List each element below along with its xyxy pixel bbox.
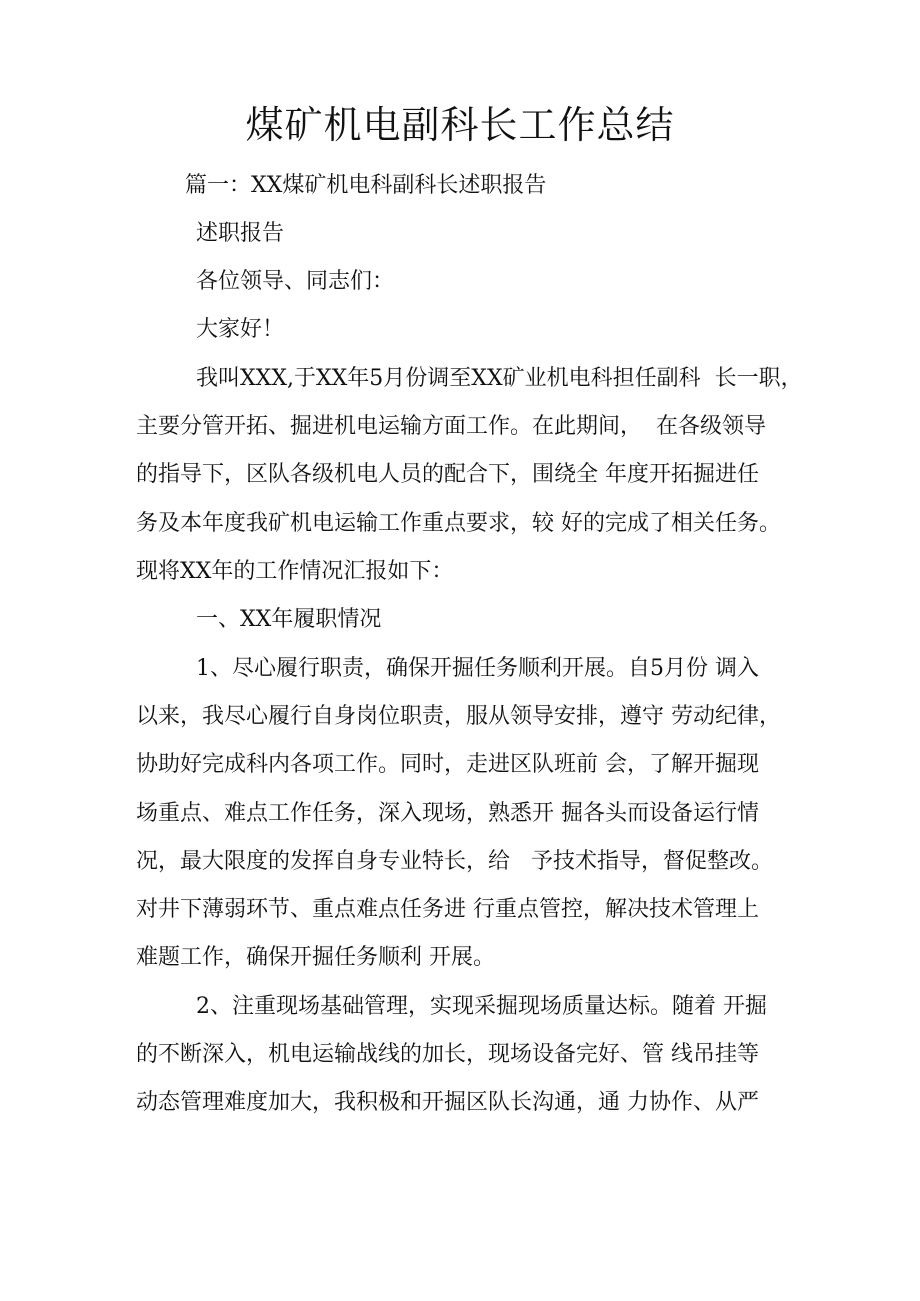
section-heading: 述职报告	[196, 221, 285, 246]
document-title: 煤矿机电副科长工作总结	[245, 103, 675, 147]
item-two-line: 动态管理难度加大，我积极和开掘区队长沟通，通 力协作、从严	[136, 1090, 759, 1115]
subtitle: 篇一：XX煤矿机电科副科长述职报告	[185, 173, 547, 198]
intro-line: 我叫XXX,于XX年5月份调至XX矿业机电科担任副科 长一职，	[196, 366, 803, 391]
item-one-line: 协助好完成科内各项工作。同时，走进区队班前 会，了解开掘现	[136, 752, 759, 777]
item-one-line: 对井下薄弱环节、重点难点任务进 行重点管控，解决技术管理上	[136, 897, 759, 922]
item-one-line: 1、尽心履行职责，确保开掘任务顺利开展。自5月份 调入	[196, 656, 759, 681]
item-one-line: 难题工作，确保开掘任务顺利 开展。	[136, 945, 495, 970]
salutation: 各位领导、同志们：	[196, 269, 395, 294]
item-two-line: 2、注重现场基础管理，实现采掘现场质量达标。随着 开掘	[196, 994, 767, 1019]
item-one-line: 以来，我尽心履行自身岗位职责，服从领导安排，遵守 劳动纪律，	[136, 704, 781, 729]
intro-line: 主要分管开拓、掘进机电运输方面工作。在此期间， 在各级领导	[136, 414, 766, 439]
item-one-line: 况，最大限度的发挥自身专业特长，给 予技术指导，督促整改。	[136, 849, 773, 874]
greeting: 大家好！	[196, 317, 285, 342]
item-one-line: 场重点、难点工作任务，深入现场，熟悉开 掘各头而设备运行情	[136, 801, 759, 826]
intro-line: 的指导下，区队各级机电人员的配合下，围绕全 年度开拓掘进任	[136, 462, 759, 487]
item-two-line: 的不断深入，机电运输战线的加长，现场设备完好、管 线吊挂等	[136, 1042, 759, 1067]
intro-line: 现将XX年的工作情况汇报如下：	[136, 559, 454, 584]
intro-line: 务及本年度我矿机电运输工作重点要求，较 好的完成了相关任务。	[136, 511, 781, 536]
section-one-heading: 一、XX年履职情况	[196, 607, 382, 632]
